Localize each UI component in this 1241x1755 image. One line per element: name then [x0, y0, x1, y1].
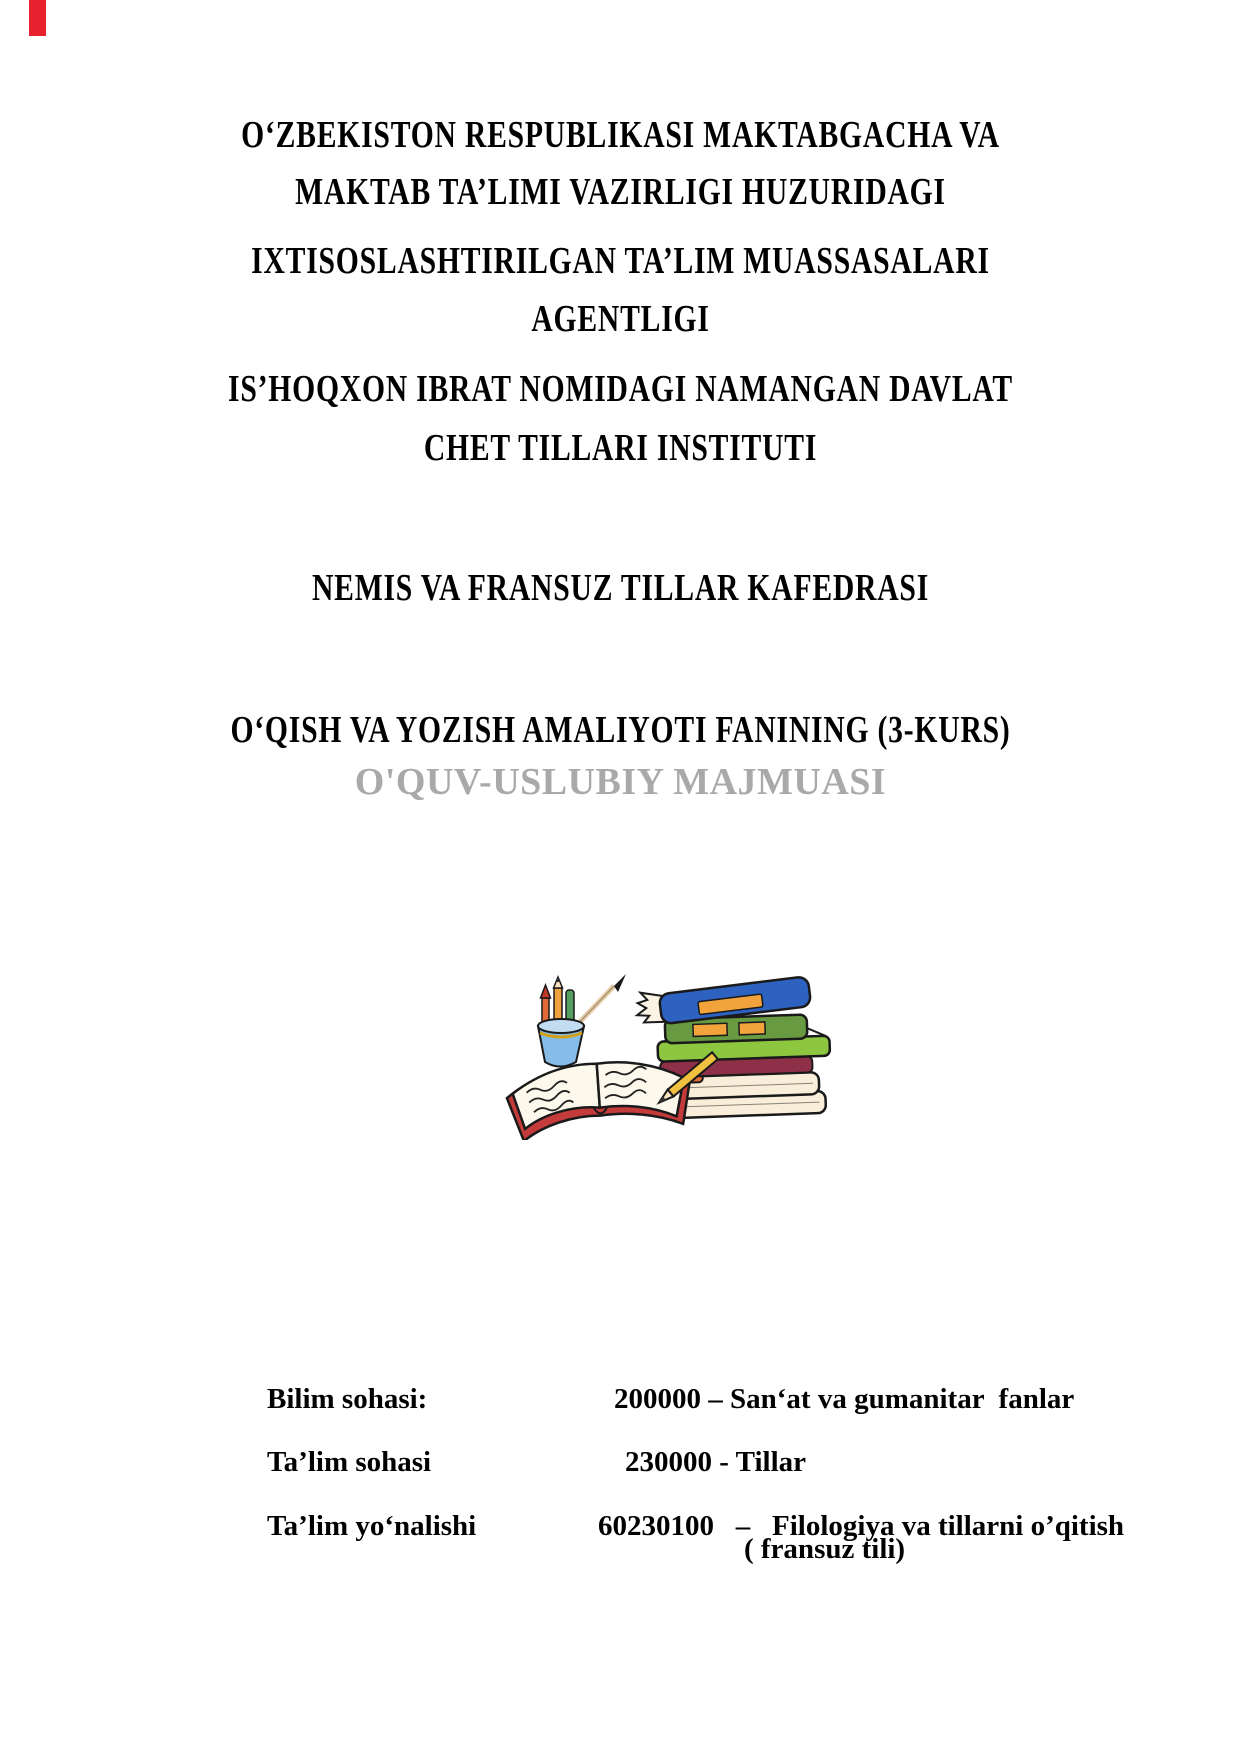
books-clipart-icon — [500, 970, 835, 1140]
detail-label: Bilim sohasi: — [267, 1383, 428, 1415]
header-line-3: IXTISOSLASHTIRILGAN TA’LIM MUASSASALARI — [251, 240, 990, 282]
red-corner-mark — [29, 0, 46, 36]
detail-value: 200000 – San‘at va gumanitar fanlar — [614, 1383, 1075, 1415]
header-line-6: CHET TILLARI INSTITUTI — [423, 427, 818, 469]
books-illustration — [500, 970, 835, 1140]
header-line-2: MAKTAB TA’LIMI VAZIRLIGI HUZURIDAGI — [295, 171, 946, 213]
header-line-4: AGENTLIGI — [531, 298, 710, 340]
header-line-1: O‘ZBEKISTON RESPUBLIKASI MAKTABGACHA VA — [241, 114, 1000, 156]
detail-label: Ta’lim sohasi — [267, 1446, 432, 1478]
detail-label: Ta’lim yo‘nalishi — [267, 1510, 477, 1542]
detail-value: 60230100 – Filologiya va tillarni o’qitish — [598, 1510, 1125, 1542]
subject-title: O‘QISH VA YOZISH AMALIYOTI FANINING (3-KURS) — [230, 709, 1011, 751]
document-type-title: O'QUV-USLUBIY MAJMUASI — [354, 761, 887, 803]
detail-row-talim-yonalishi — [238, 1481, 1124, 1571]
language-note: ( fransuz tili) — [744, 1533, 906, 1565]
department-name: NEMIS VA FRANSUZ TILLAR KAFEDRASI — [311, 567, 930, 609]
header-line-5: IS’HOQXON IBRAT NOMIDAGI NAMANGAN DAVLAT — [228, 368, 1013, 410]
detail-value: 230000 - Tillar — [625, 1446, 806, 1478]
